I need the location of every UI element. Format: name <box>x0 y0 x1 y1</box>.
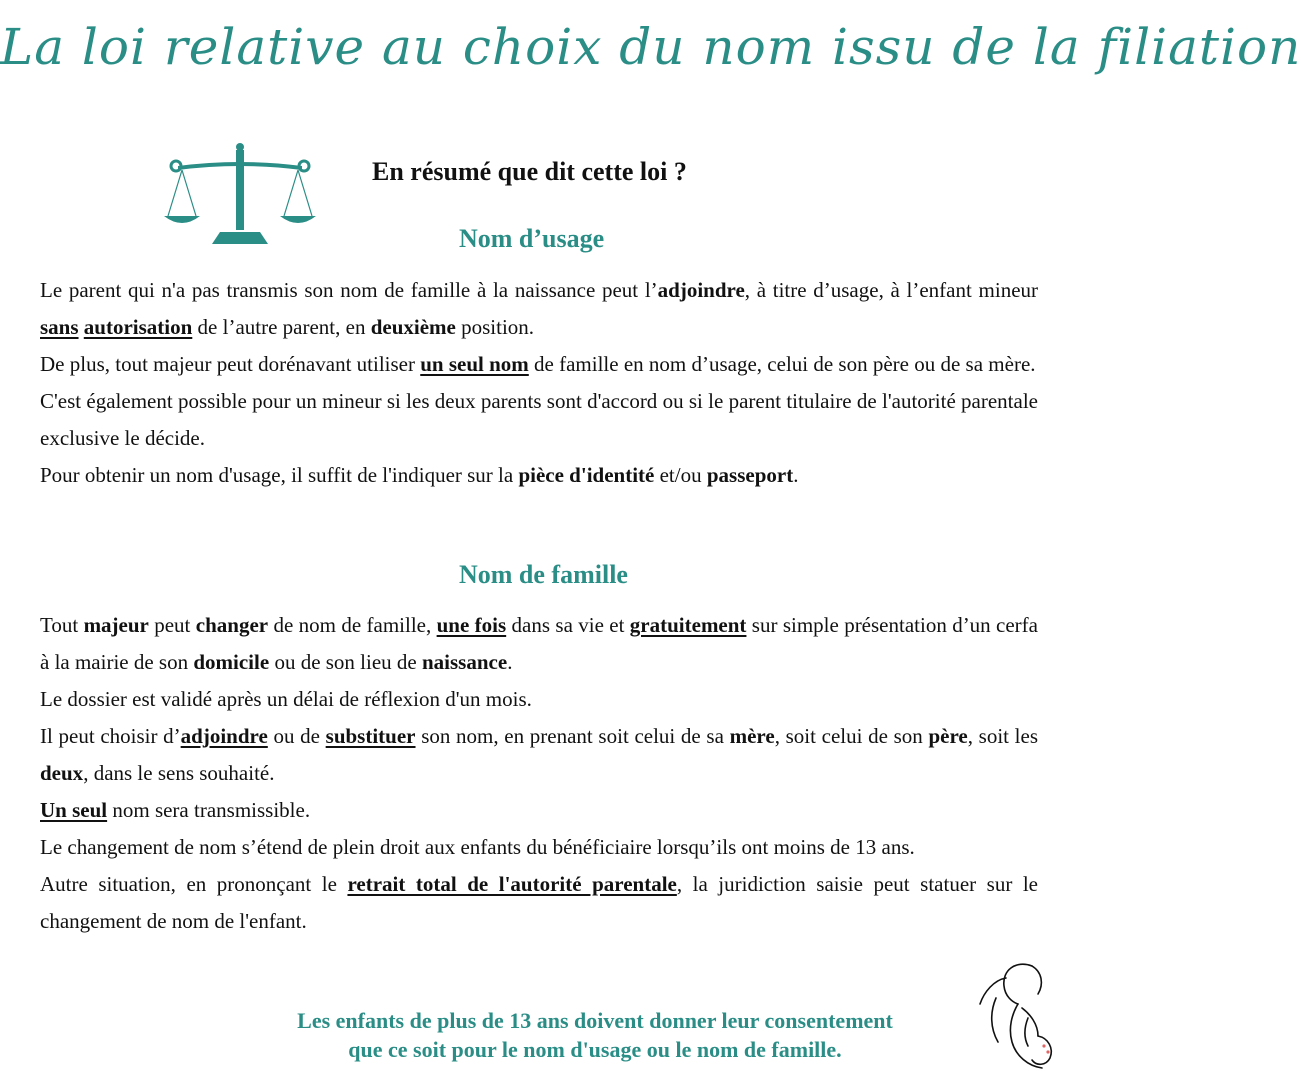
nom-usage-section <box>40 272 1038 494</box>
usage-paragraph-1: Le parent qui n'a pas transmis son nom de famille à la naissance peut l’adjoindre, à titre d’usage, à l’enfant mineur sans autorisation de l’autre parent, en deuxième position. <box>40 278 1039 339</box>
famille-paragraph-5: Le changement de nom s’étend de plein droit aux enfants du bénéficiaire lorsqu’ils ont moins de 13 ans. <box>40 835 915 859</box>
nom-famille-section <box>40 607 1038 940</box>
balance-scale-icon <box>160 140 320 252</box>
famille-paragraph-4: Un seul nom sera transmissible. <box>40 798 311 822</box>
famille-paragraph-1: Tout majeur peut changer de nom de famille, une fois dans sa vie et gratuitement sur simple présentation d’un cerfa à la mairie de son domicile ou de son lieu de naissance. <box>40 613 1038 674</box>
famille-paragraph-3: Il peut choisir d’adjoindre ou de substituer son nom, en prenant soit celui de sa mère, soit celui de son père, soit les deux, dans le sens souhaité. <box>40 724 1039 785</box>
footer-line-1: Les enfants de plus de 13 ans doivent donner leur consentement <box>297 1008 893 1033</box>
famille-paragraph-2: Le dossier est validé après un délai de réflexion d'un mois. <box>40 687 532 711</box>
usage-paragraph-4: Pour obtenir un nom d'usage, il suffit de l'indiquer sur la pièce d'identité et/ou passeport. <box>40 463 799 487</box>
page-title: La loi relative au choix du nom issu de la filiation <box>0 18 1301 76</box>
mother-child-logo-icon <box>972 958 1070 1076</box>
section-title-nom-famille: Nom de famille <box>459 560 628 589</box>
usage-paragraph-3: C'est également possible pour un mineur si les deux parents sont d'accord ou si le parent titulaire de l'autorité parentale exclusive le décide. <box>40 389 1038 450</box>
summary-heading: En résumé que dit cette loi ? <box>372 157 687 186</box>
footer-note <box>200 1006 990 1064</box>
section-title-nom-usage: Nom d’usage <box>459 224 605 253</box>
usage-paragraph-2: De plus, tout majeur peut dorénavant utiliser un seul nom de famille en nom d’usage, celui de son père ou de sa mère. <box>40 352 1036 376</box>
famille-paragraph-6: Autre situation, en prononçant le retrait total de l'autorité parentale, la juridiction saisie peut statuer sur le changement de nom de l'enfant. <box>40 872 1038 933</box>
footer-line-2: que ce soit pour le nom d'usage ou le nom de famille. <box>348 1037 842 1062</box>
